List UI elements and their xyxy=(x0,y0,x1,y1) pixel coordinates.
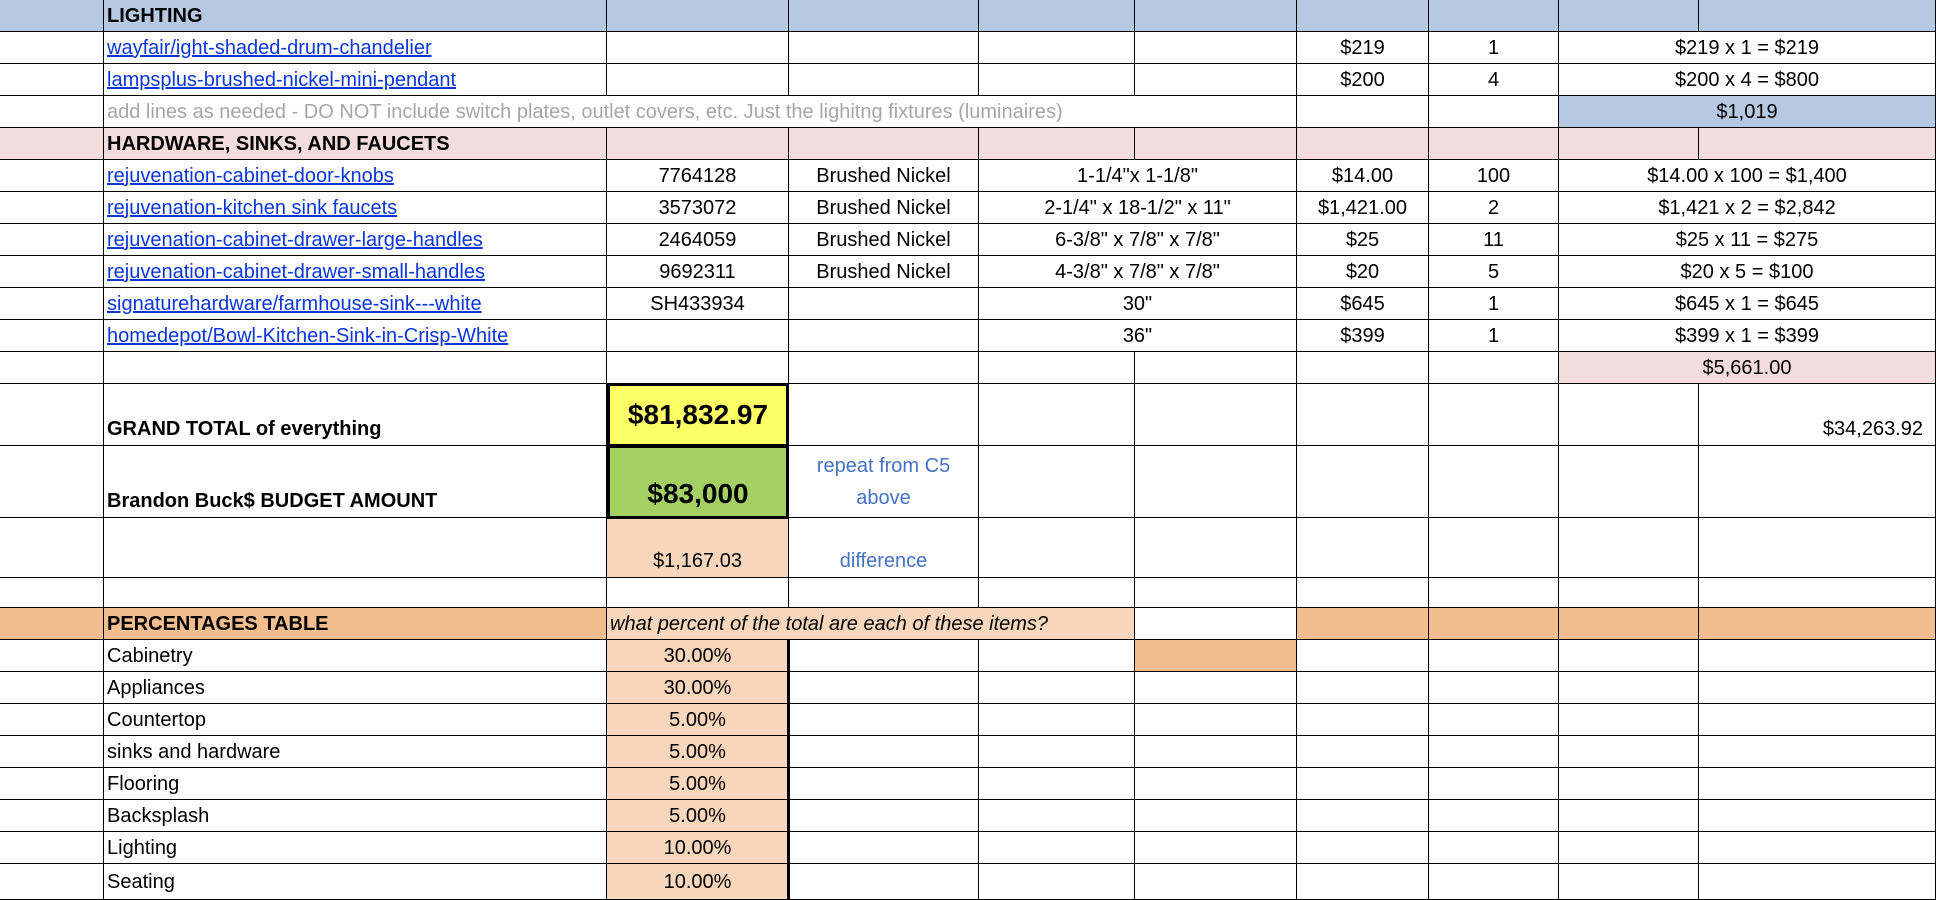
percent-cell[interactable]: 5.00% xyxy=(607,768,789,800)
cell[interactable] xyxy=(607,64,789,96)
cell[interactable] xyxy=(1699,768,1936,800)
cell[interactable] xyxy=(1429,384,1559,446)
qty-cell[interactable]: 1 xyxy=(1429,288,1559,320)
header-cell[interactable] xyxy=(1559,128,1699,160)
cell[interactable] xyxy=(789,800,979,832)
cell[interactable] xyxy=(979,64,1135,96)
header-cell[interactable] xyxy=(1297,128,1429,160)
section-header-hardware[interactable]: HARDWARE, SINKS, AND FAUCETS xyxy=(104,128,607,160)
cell[interactable] xyxy=(1135,864,1297,900)
cell[interactable] xyxy=(1135,800,1297,832)
row-header-cell[interactable] xyxy=(0,32,104,64)
cell[interactable] xyxy=(789,384,979,446)
grand-total-value[interactable]: $81,832.97 xyxy=(607,383,789,447)
cell[interactable] xyxy=(1699,518,1936,578)
row-header-cell[interactable] xyxy=(0,160,104,192)
header-cell[interactable] xyxy=(1429,608,1559,640)
product-link[interactable]: lampsplus-brushed-nickel-mini-pendant xyxy=(104,64,607,96)
budget-note-line-2: above xyxy=(856,486,911,509)
size-cell[interactable]: 2-1/4" x 18-1/2" x 11" xyxy=(979,192,1297,224)
percentages-question[interactable]: what percent of the total are each of these items? xyxy=(607,608,1135,640)
sku-cell[interactable]: 2464059 xyxy=(607,224,789,256)
cell[interactable] xyxy=(979,736,1135,768)
cell[interactable] xyxy=(979,768,1135,800)
category-label[interactable]: Appliances xyxy=(104,672,607,704)
cell[interactable] xyxy=(1429,640,1559,672)
lighting-subtotal[interactable]: $1,019 xyxy=(1559,96,1936,128)
category-label[interactable]: Cabinetry xyxy=(104,640,607,672)
cell[interactable] xyxy=(1135,608,1297,640)
calc-cell[interactable]: $1,421 x 2 = $2,842 xyxy=(1559,192,1936,224)
qty-cell[interactable]: 4 xyxy=(1429,64,1559,96)
cell[interactable] xyxy=(789,832,979,864)
header-cell[interactable] xyxy=(1297,608,1429,640)
cell[interactable] xyxy=(1429,832,1559,864)
product-link[interactable]: rejuvenation-kitchen sink faucets xyxy=(104,192,607,224)
product-link[interactable]: rejuvenation-cabinet-drawer-small-handles xyxy=(104,256,607,288)
lighting-note[interactable]: add lines as needed - DO NOT include switch plates, outlet covers, etc. Just the lighitng fixtures (luminaires) xyxy=(104,96,1297,128)
cell[interactable] xyxy=(979,640,1135,672)
side-total-value[interactable]: $34,263.92 xyxy=(1699,384,1936,446)
cell[interactable] xyxy=(1699,704,1936,736)
cell[interactable] xyxy=(607,578,789,608)
category-label[interactable]: sinks and hardware xyxy=(104,736,607,768)
row-header-cell[interactable] xyxy=(0,288,104,320)
product-link[interactable]: rejuvenation-cabinet-door-knobs xyxy=(104,160,607,192)
price-cell[interactable]: $219 xyxy=(1297,32,1429,64)
cell[interactable] xyxy=(1135,518,1297,578)
cell[interactable] xyxy=(1699,864,1936,900)
cell[interactable] xyxy=(1297,832,1429,864)
row-header-cell[interactable] xyxy=(0,0,104,32)
cell[interactable] xyxy=(1297,736,1429,768)
header-cell[interactable] xyxy=(1699,0,1936,32)
finish-cell[interactable]: Brushed Nickel xyxy=(789,160,979,192)
sku-cell[interactable] xyxy=(607,320,789,352)
finish-cell[interactable] xyxy=(789,320,979,352)
row-header-cell[interactable] xyxy=(0,64,104,96)
percent-cell[interactable]: 30.00% xyxy=(607,640,789,672)
header-cell[interactable] xyxy=(789,0,979,32)
percent-cell[interactable]: 5.00% xyxy=(607,800,789,832)
header-cell[interactable] xyxy=(789,128,979,160)
hardware-subtotal[interactable]: $5,661.00 xyxy=(1559,352,1936,384)
calc-cell[interactable]: $399 x 1 = $399 xyxy=(1559,320,1936,352)
row-header-cell[interactable] xyxy=(0,578,104,608)
finish-cell[interactable]: Brushed Nickel xyxy=(789,256,979,288)
section-header-percentages[interactable]: PERCENTAGES TABLE xyxy=(104,608,607,640)
price-cell[interactable]: $399 xyxy=(1297,320,1429,352)
sku-cell[interactable]: 3573072 xyxy=(607,192,789,224)
cell[interactable] xyxy=(104,352,607,384)
sku-cell[interactable]: 7764128 xyxy=(607,160,789,192)
cell[interactable] xyxy=(789,640,979,672)
cell[interactable] xyxy=(979,578,1135,608)
row-header-cell[interactable] xyxy=(0,384,104,446)
cell[interactable] xyxy=(1135,352,1297,384)
cell[interactable] xyxy=(1297,384,1429,446)
cell[interactable] xyxy=(1559,640,1699,672)
cell[interactable] xyxy=(789,704,979,736)
cell[interactable] xyxy=(979,704,1135,736)
cell[interactable] xyxy=(789,352,979,384)
calc-cell[interactable]: $25 x 11 = $275 xyxy=(1559,224,1936,256)
cell[interactable] xyxy=(1135,578,1297,608)
cell[interactable] xyxy=(1429,352,1559,384)
calc-cell[interactable]: $645 x 1 = $645 xyxy=(1559,288,1936,320)
finish-cell[interactable]: Brushed Nickel xyxy=(789,192,979,224)
row-header-cell[interactable] xyxy=(0,704,104,736)
row-header-cell[interactable] xyxy=(0,800,104,832)
cell[interactable] xyxy=(1429,736,1559,768)
cell[interactable] xyxy=(1297,704,1429,736)
finish-cell[interactable] xyxy=(789,288,979,320)
cell[interactable] xyxy=(979,672,1135,704)
cell[interactable] xyxy=(607,32,789,64)
cell[interactable] xyxy=(789,672,979,704)
cell[interactable] xyxy=(789,864,979,900)
percent-cell[interactable]: 5.00% xyxy=(607,704,789,736)
row-header-cell[interactable] xyxy=(0,192,104,224)
cell[interactable] xyxy=(1699,672,1936,704)
row-header-cell[interactable] xyxy=(0,518,104,578)
calc-cell[interactable]: $14.00 x 100 = $1,400 xyxy=(1559,160,1936,192)
cell[interactable] xyxy=(1429,578,1559,608)
cell[interactable] xyxy=(1297,640,1429,672)
cell[interactable] xyxy=(1559,768,1699,800)
cell[interactable] xyxy=(1135,32,1297,64)
cell[interactable] xyxy=(104,578,607,608)
header-cell[interactable] xyxy=(1559,608,1699,640)
cell[interactable] xyxy=(1559,672,1699,704)
cell[interactable] xyxy=(1429,518,1559,578)
cell[interactable] xyxy=(1135,640,1297,672)
cell[interactable] xyxy=(1297,768,1429,800)
cell[interactable] xyxy=(979,352,1135,384)
cell[interactable] xyxy=(979,800,1135,832)
category-label[interactable]: Countertop xyxy=(104,704,607,736)
cell[interactable] xyxy=(789,64,979,96)
product-link[interactable]: signaturehardware/farmhouse-sink---white xyxy=(104,288,607,320)
row-header-cell[interactable] xyxy=(0,256,104,288)
header-cell[interactable] xyxy=(607,0,789,32)
price-cell[interactable]: $1,421.00 xyxy=(1297,192,1429,224)
header-cell[interactable] xyxy=(1135,128,1297,160)
cell[interactable] xyxy=(607,352,789,384)
price-cell[interactable]: $14.00 xyxy=(1297,160,1429,192)
header-cell[interactable] xyxy=(1699,128,1936,160)
cell[interactable] xyxy=(1297,864,1429,900)
qty-cell[interactable]: 1 xyxy=(1429,32,1559,64)
header-cell[interactable] xyxy=(607,128,789,160)
header-cell[interactable] xyxy=(1297,0,1429,32)
cell[interactable] xyxy=(1429,864,1559,900)
size-cell[interactable]: 4-3/8" x 7/8" x 7/8" xyxy=(979,256,1297,288)
cell[interactable] xyxy=(1699,446,1936,518)
row-header-cell[interactable] xyxy=(0,224,104,256)
cell[interactable] xyxy=(1135,704,1297,736)
product-link[interactable]: homedepot/Bowl-Kitchen-Sink-in-Crisp-White xyxy=(104,320,607,352)
cell[interactable] xyxy=(1297,578,1429,608)
cell[interactable] xyxy=(1135,832,1297,864)
cell[interactable] xyxy=(1429,704,1559,736)
cell[interactable] xyxy=(104,518,607,578)
category-label[interactable]: Flooring xyxy=(104,768,607,800)
section-header-lighting[interactable]: LIGHTING xyxy=(104,0,607,32)
percent-cell[interactable]: 30.00% xyxy=(607,672,789,704)
category-label[interactable]: Seating xyxy=(104,864,607,900)
grand-total-label[interactable]: GRAND TOTAL of everything xyxy=(104,384,607,446)
cell[interactable] xyxy=(1135,736,1297,768)
cell[interactable] xyxy=(1297,352,1429,384)
price-cell[interactable]: $25 xyxy=(1297,224,1429,256)
size-cell[interactable]: 36" xyxy=(979,320,1297,352)
sku-cell[interactable]: 9692311 xyxy=(607,256,789,288)
percent-cell[interactable]: 5.00% xyxy=(607,736,789,768)
budget-note[interactable] xyxy=(789,446,979,518)
cell[interactable] xyxy=(1429,672,1559,704)
cell[interactable] xyxy=(1135,446,1297,518)
size-cell[interactable]: 6-3/8" x 7/8" x 7/8" xyxy=(979,224,1297,256)
qty-cell[interactable]: 2 xyxy=(1429,192,1559,224)
row-header-cell[interactable] xyxy=(0,96,104,128)
product-link[interactable]: wayfair/ight-shaded-drum-chandelier xyxy=(104,32,607,64)
category-label[interactable]: Lighting xyxy=(104,832,607,864)
cell[interactable] xyxy=(1559,832,1699,864)
cell[interactable] xyxy=(1135,384,1297,446)
price-cell[interactable]: $645 xyxy=(1297,288,1429,320)
header-cell[interactable] xyxy=(1429,128,1559,160)
header-cell[interactable] xyxy=(1135,0,1297,32)
cell[interactable] xyxy=(1429,446,1559,518)
row-header-cell[interactable] xyxy=(0,320,104,352)
row-header-cell[interactable] xyxy=(0,446,104,518)
cell[interactable] xyxy=(789,736,979,768)
cell[interactable] xyxy=(1297,672,1429,704)
calc-cell[interactable]: $219 x 1 = $219 xyxy=(1559,32,1936,64)
calc-cell[interactable]: $200 x 4 = $800 xyxy=(1559,64,1936,96)
cell[interactable] xyxy=(979,518,1135,578)
cell[interactable] xyxy=(1135,768,1297,800)
header-cell[interactable] xyxy=(1559,0,1699,32)
qty-cell[interactable]: 11 xyxy=(1429,224,1559,256)
cell[interactable] xyxy=(1699,578,1936,608)
percent-cell[interactable]: 10.00% xyxy=(607,864,789,900)
cell[interactable] xyxy=(1559,384,1699,446)
cell[interactable] xyxy=(1297,446,1429,518)
budget-note-line-1: repeat from C5 xyxy=(816,454,951,477)
size-cell[interactable]: 30" xyxy=(979,288,1297,320)
difference-label[interactable]: difference xyxy=(789,518,979,578)
row-header-cell[interactable] xyxy=(0,128,104,160)
cell[interactable] xyxy=(1297,518,1429,578)
cell[interactable] xyxy=(1699,640,1936,672)
cell[interactable] xyxy=(1135,64,1297,96)
header-cell[interactable] xyxy=(1699,608,1936,640)
qty-cell[interactable]: 1 xyxy=(1429,320,1559,352)
finish-cell[interactable]: Brushed Nickel xyxy=(789,224,979,256)
cell[interactable] xyxy=(789,578,979,608)
row-header-cell[interactable] xyxy=(0,768,104,800)
budget-label[interactable]: Brandon Buck$ BUDGET AMOUNT xyxy=(104,446,607,518)
qty-cell[interactable]: 5 xyxy=(1429,256,1559,288)
cell[interactable] xyxy=(1297,800,1429,832)
qty-cell[interactable]: 100 xyxy=(1429,160,1559,192)
cell[interactable] xyxy=(979,32,1135,64)
cell[interactable] xyxy=(789,32,979,64)
price-cell[interactable]: $20 xyxy=(1297,256,1429,288)
category-label[interactable]: Backsplash xyxy=(104,800,607,832)
header-cell[interactable] xyxy=(979,128,1135,160)
cell[interactable] xyxy=(1429,768,1559,800)
cell[interactable] xyxy=(1297,96,1429,128)
cell[interactable] xyxy=(979,384,1135,446)
cell[interactable] xyxy=(1559,864,1699,900)
sku-cell[interactable]: SH433934 xyxy=(607,288,789,320)
budget-value[interactable]: $83,000 xyxy=(607,445,789,519)
difference-value[interactable]: $1,167.03 xyxy=(607,518,789,578)
header-cell[interactable] xyxy=(1429,0,1559,32)
calc-cell[interactable]: $20 x 5 = $100 xyxy=(1559,256,1936,288)
cell[interactable] xyxy=(1559,518,1699,578)
cell[interactable] xyxy=(1559,800,1699,832)
column-border xyxy=(787,640,790,900)
cell[interactable] xyxy=(1699,736,1936,768)
cell[interactable] xyxy=(1559,446,1699,518)
cell[interactable] xyxy=(789,768,979,800)
cell[interactable] xyxy=(979,446,1135,518)
cell[interactable] xyxy=(1429,800,1559,832)
cell[interactable] xyxy=(1429,96,1559,128)
row-header-cell[interactable] xyxy=(0,864,104,900)
cell[interactable] xyxy=(1135,672,1297,704)
row-header-cell[interactable] xyxy=(0,640,104,672)
cell[interactable] xyxy=(979,832,1135,864)
header-cell[interactable] xyxy=(979,0,1135,32)
cell[interactable] xyxy=(979,864,1135,900)
price-cell[interactable]: $200 xyxy=(1297,64,1429,96)
cell[interactable] xyxy=(1559,736,1699,768)
row-header-cell[interactable] xyxy=(0,736,104,768)
cell[interactable] xyxy=(1559,704,1699,736)
percent-cell[interactable]: 10.00% xyxy=(607,832,789,864)
size-cell[interactable]: 1-1/4"x 1-1/8" xyxy=(979,160,1297,192)
row-header-cell[interactable] xyxy=(0,352,104,384)
cell[interactable] xyxy=(1559,578,1699,608)
product-link[interactable]: rejuvenation-cabinet-drawer-large-handles xyxy=(104,224,607,256)
cell[interactable] xyxy=(1699,832,1936,864)
cell[interactable] xyxy=(1699,800,1936,832)
row-header-cell[interactable] xyxy=(0,672,104,704)
row-header-cell[interactable] xyxy=(0,608,104,640)
row-header-cell[interactable] xyxy=(0,832,104,864)
